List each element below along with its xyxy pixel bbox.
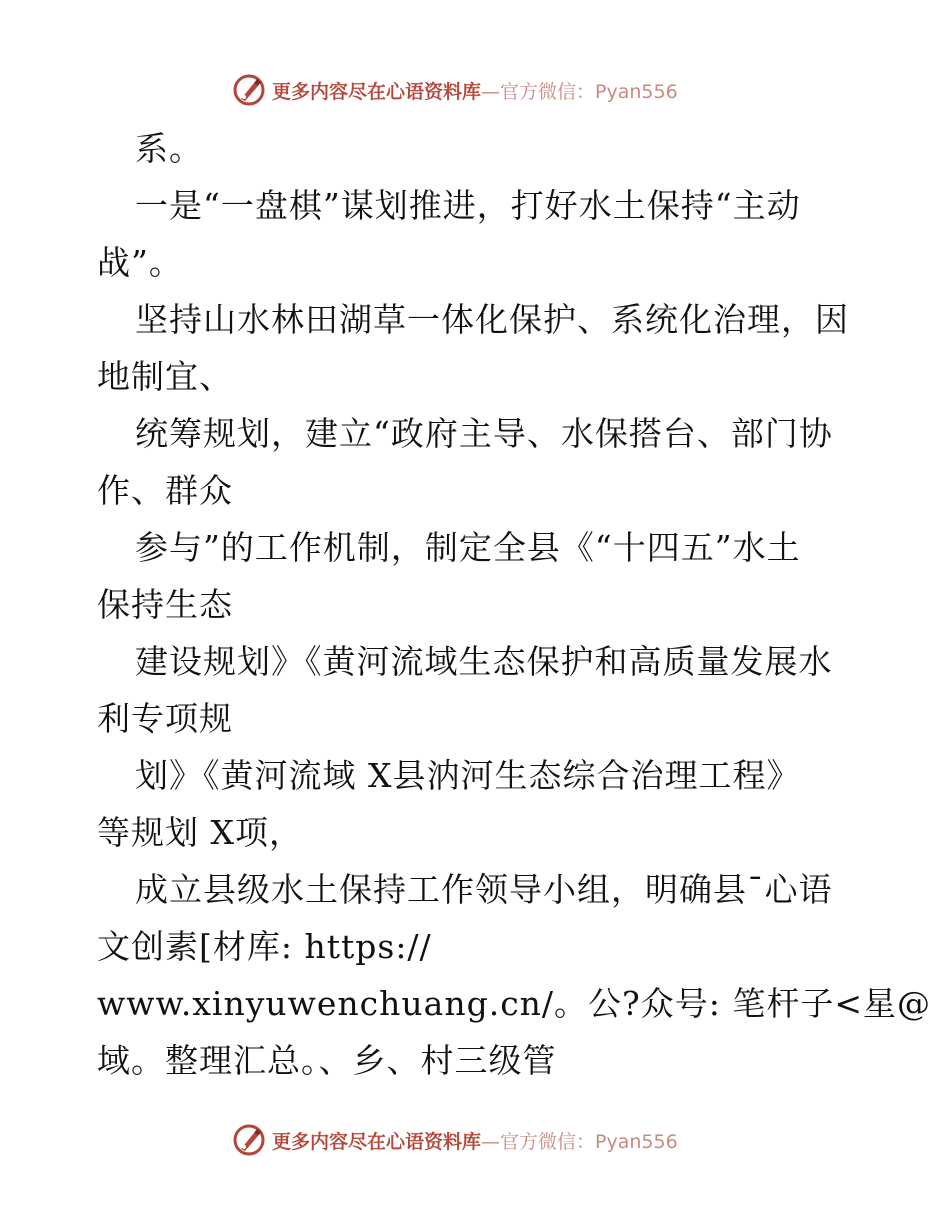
footer-wechat-label: 官方微信：	[500, 1130, 596, 1153]
body-line-4: 坚持山水林田湖草一体化保护、系统化治理，因	[135, 300, 849, 339]
body-line-5: 地制宜、	[97, 357, 233, 396]
body-line-14: 成立县级水土保持工作领导小组，明确县¯心语	[135, 870, 833, 909]
header-banner	[232, 72, 678, 108]
header-wechat-id: Pyan556	[595, 80, 678, 103]
body-line-9: 保持生态	[97, 585, 233, 624]
header-banner-text	[272, 77, 678, 104]
body-line-3: 战”。	[97, 243, 183, 282]
pen-logo-icon	[232, 73, 266, 107]
header-brand-name: 更多内容尽在心语资料库	[272, 80, 482, 103]
footer-wechat-id: Pyan556	[595, 1130, 678, 1153]
document-body	[97, 120, 931, 1089]
footer-banner-text	[272, 1127, 678, 1154]
body-line-13: 等规划 X项，	[97, 813, 303, 852]
body-line-16: www.xinyuwenchuang.cn/。公?众号: 笔杆子<星@	[97, 984, 931, 1023]
header-wechat-label: 官方微信：	[500, 80, 596, 103]
body-line-10: 建设规划》《黄河流域生态保护和高质量发展水	[135, 642, 833, 681]
footer-banner	[232, 1122, 678, 1158]
pen-logo-icon	[232, 1123, 266, 1157]
footer-brand-name: 更多内容尽在心语资料库	[272, 1130, 482, 1153]
body-line-11: 利专项规	[97, 699, 233, 738]
body-line-15: 文创素[材库: https://	[97, 927, 432, 966]
body-line-2: 一是“一盘棋”谋划推进，打好水土保持“主动	[135, 186, 801, 225]
header-dash: —	[481, 80, 501, 103]
footer-dash: —	[481, 1130, 501, 1153]
body-line-8: 参与”的工作机制，制定全县《“十四五”水土	[135, 528, 801, 567]
body-line-7: 作、群众	[97, 471, 233, 510]
body-line-6: 统筹规划，建立“政府主导、水保搭台、部门协	[135, 414, 833, 453]
body-line-1: 系。	[135, 129, 203, 168]
body-line-12: 划》《黄河流域 X县汭河生态综合治理工程》	[135, 756, 801, 795]
body-line-17: 域。整理汇总。、乡、村三级管	[97, 1041, 557, 1080]
